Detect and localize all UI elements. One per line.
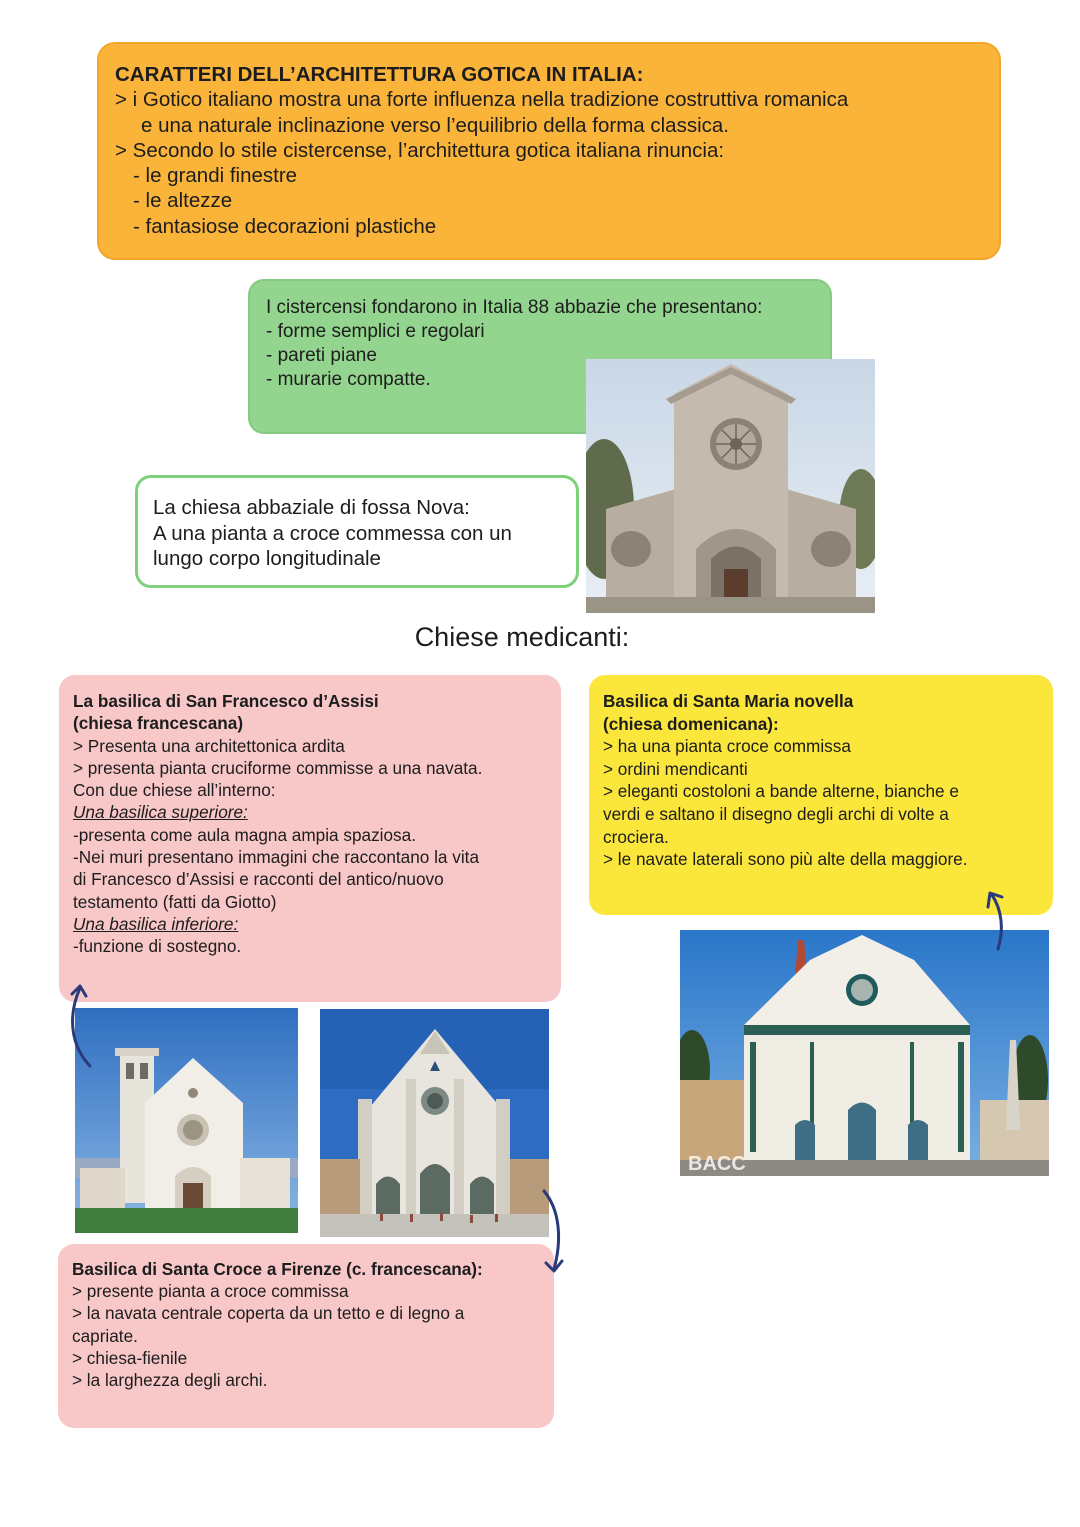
assisi-line: di Francesco d’Assisi e racconti del antico/nuovo <box>73 869 444 890</box>
santa-croce-photo <box>320 1009 549 1237</box>
fossanova-line: A una pianta a croce commessa con un <box>153 521 512 545</box>
smn-line: > ha una pianta croce commissa <box>603 736 851 757</box>
santa-maria-novella-photo <box>680 930 1049 1176</box>
santacroce-title: Basilica di Santa Croce a Firenze (c. francescana): <box>72 1259 483 1279</box>
smn-subtitle: (chiesa domenicana): <box>603 713 779 734</box>
gothic-line: > Secondo lo stile cistercense, l’architettura gotica italiana rinuncia: <box>115 138 725 162</box>
assisi-box <box>59 675 561 1002</box>
gothic-title: CARATTERI DELL’ARCHITETTURA GOTICA IN ITALIA: <box>115 63 644 86</box>
assisi-line: testamento (fatti da Giotto) <box>73 891 277 912</box>
santacroce-line: capriate. <box>72 1325 138 1346</box>
fossanova-line: La chiesa abbaziale di fossa Nova: <box>153 496 470 519</box>
smn-line: crociera. <box>603 826 669 847</box>
santacroce-line: > la navata centrale coperta da un tetto e di legno a <box>72 1303 465 1324</box>
assisi-line: > presenta pianta cruciforme commisse a una navata. <box>73 757 483 778</box>
smn-line: verdi e saltano il disegno degli archi di volte a <box>603 803 949 824</box>
santa-croce-box <box>58 1244 554 1428</box>
gothic-line: - fantasiose decorazioni plastiche <box>133 214 437 238</box>
smn-line: > eleganti costoloni a bande alterne, bianche e <box>603 781 959 802</box>
assisi-line: -funzione di sostegno. <box>73 936 242 957</box>
watermark-text: BACC <box>688 1153 746 1175</box>
assisi-line: > Presenta una architettonica ardita <box>73 735 345 756</box>
santa-maria-novella-box <box>589 675 1053 915</box>
section-title: Chiese medicanti: <box>414 622 630 652</box>
arrow-up-icon <box>978 885 1018 955</box>
gothic-line: > i Gotico italiano mostra una forte influenza nella tradizione costruttiva romanica <box>115 88 849 112</box>
santacroce-line: > la larghezza degli archi. <box>72 1370 268 1391</box>
gothic-line: - le grandi finestre <box>133 164 298 188</box>
assisi-subtitle: (chiesa francescana) <box>73 713 244 734</box>
fossanova-line: lungo corpo longitudinale <box>153 547 381 570</box>
gothic-summary-box <box>97 42 1001 260</box>
cistercian-line: - pareti piane <box>266 345 377 366</box>
fossanova-abbey-photo <box>586 359 875 613</box>
assisi-title: La basilica di San Francesco d’Assisi <box>73 691 379 711</box>
gothic-line: - le altezze <box>133 189 233 213</box>
santacroce-line: > chiesa-fienile <box>72 1347 188 1368</box>
assisi-basilica-photo <box>75 1008 298 1233</box>
assisi-line: Con due chiese all’interno: <box>73 780 276 801</box>
cistercian-line: - forme semplici e regolari <box>266 321 485 342</box>
santacroce-line: > presente pianta a croce commissa <box>72 1281 349 1302</box>
assisi-upper-heading: Una basilica superiore: <box>73 802 248 823</box>
gothic-line: e una naturale inclinazione verso l’equilibrio della forma classica. <box>141 113 729 137</box>
cistercian-line: - murarie compatte. <box>266 369 431 390</box>
cistercian-line: I cistercensi fondarono in Italia 88 abbazie che presentano: <box>266 297 763 318</box>
arrow-down-icon <box>530 1185 570 1275</box>
assisi-line: -presenta come aula magna ampia spaziosa. <box>73 824 416 845</box>
smn-line: > le navate laterali sono più alte della maggiore. <box>603 849 968 870</box>
fossanova-box <box>135 475 579 588</box>
smn-line: > ordini mendicanti <box>603 758 748 779</box>
smn-title: Basilica di Santa Maria novella <box>603 691 854 711</box>
arrow-up-icon <box>60 980 100 1070</box>
assisi-line: -Nei muri presentano immagini che raccontano la vita <box>73 847 480 868</box>
assisi-lower-heading: Una basilica inferiore: <box>73 913 239 934</box>
